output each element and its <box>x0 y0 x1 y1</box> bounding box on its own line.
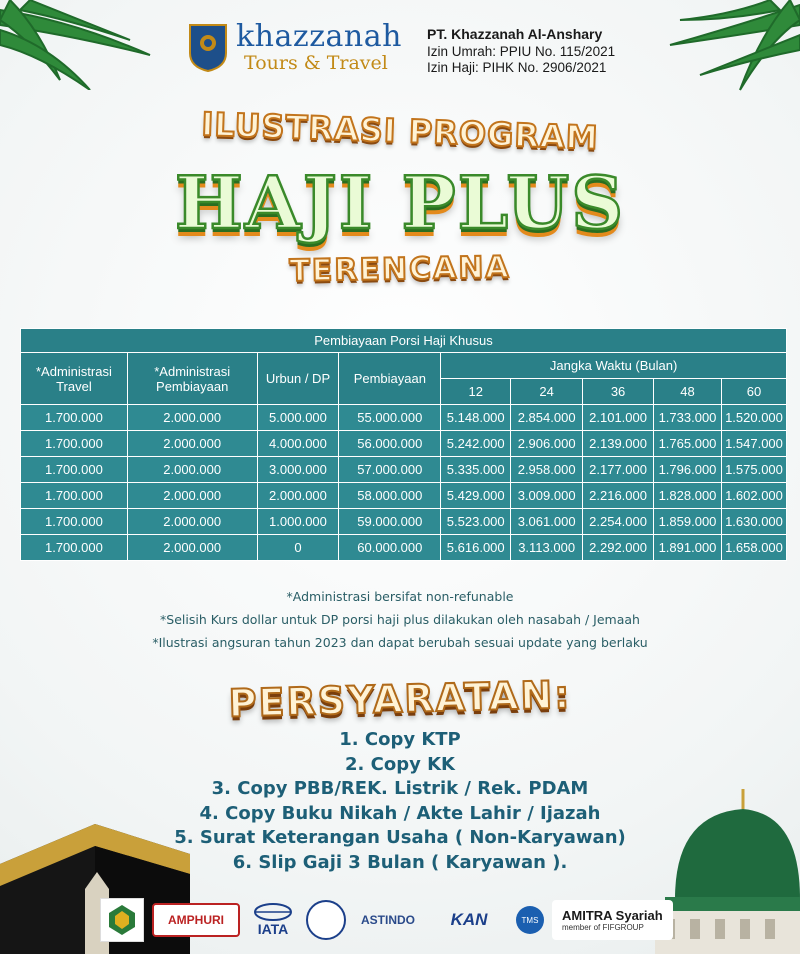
table-cell: 1.700.000 <box>21 405 128 431</box>
tms-logo: TMS <box>516 906 544 934</box>
col-admin-travel: *Administrasi Travel <box>21 353 128 405</box>
note-item: *Selisih Kurs dollar untuk DP porsi haji plus dilakukan oleh nasabah / Jemaah <box>160 612 640 627</box>
table-cell: 2.292.000 <box>583 535 654 561</box>
palm-leaf-right-decoration <box>660 0 800 95</box>
list-item: 2. Copy KK <box>345 753 455 775</box>
table-cell: 1.700.000 <box>21 457 128 483</box>
table-cell: 1.700.000 <box>21 509 128 535</box>
astindo-logo: ASTINDO <box>361 913 415 927</box>
table-cell: 1.602.000 <box>721 483 786 509</box>
table-cell: 2.139.000 <box>583 431 654 457</box>
table-cell: 59.000.000 <box>339 509 441 535</box>
table-cell: 1.765.000 <box>654 431 722 457</box>
palm-leaf-left-decoration <box>0 0 160 90</box>
table-cell: 4.000.000 <box>257 431 339 457</box>
table-cell: 1.658.000 <box>721 535 786 561</box>
partner-logos <box>100 896 673 944</box>
table-cell: 55.000.000 <box>339 405 441 431</box>
table-row <box>21 483 787 509</box>
list-item: 5. Surat Keterangan Usaha ( Non-Karyawan) <box>174 827 626 848</box>
table-cell: 3.000.000 <box>257 457 339 483</box>
brand-logo <box>188 19 402 74</box>
shield-logo-icon <box>188 23 228 73</box>
table-caption: Pembiayaan Porsi Haji Khusus <box>21 329 787 353</box>
col-month: 36 <box>583 379 654 405</box>
title-line-2: HAJI PLUS <box>174 160 626 245</box>
globe-icon <box>253 903 293 921</box>
title-line-3: TERENCANA <box>289 250 511 289</box>
table-cell: 5.616.000 <box>441 535 511 561</box>
list-item: 4. Copy Buku Nikah / Akte Lahir / Ijazah <box>199 802 601 824</box>
table-cell: 2.000.000 <box>127 431 257 457</box>
kemenag-logo-icon <box>100 898 144 942</box>
col-month: 60 <box>721 379 786 405</box>
table-row <box>21 431 787 457</box>
table-cell: 2.000.000 <box>127 405 257 431</box>
requirements-title: PERSYARATAN: <box>228 672 572 726</box>
table-cell: 2.216.000 <box>583 483 654 509</box>
izin-haji: Izin Haji: PIHK No. 2906/2021 <box>427 60 607 76</box>
financing-table <box>20 328 787 561</box>
table-cell: 2.101.000 <box>583 405 654 431</box>
association-seal-icon <box>306 900 346 940</box>
table-cell: 5.429.000 <box>441 483 511 509</box>
amphuri-logo: AMPHURI <box>152 903 240 937</box>
company-name: PT. Khazzanah Al-Anshary <box>427 26 603 42</box>
list-item: 1. Copy KTP <box>339 729 461 750</box>
table-cell: 58.000.000 <box>339 483 441 509</box>
table-cell: 3.061.000 <box>511 509 583 535</box>
title-line-1: ILUSTRASI PROGRAM <box>200 105 600 157</box>
col-urbun-dp: Urbun / DP <box>257 353 339 405</box>
brand-name: khazzanah <box>236 19 402 54</box>
table-cell: 2.254.000 <box>583 509 654 535</box>
iata-label: IATA <box>257 921 289 937</box>
table-cell: 2.000.000 <box>127 457 257 483</box>
table-cell: 2.958.000 <box>511 457 583 483</box>
table-cell: 3.113.000 <box>511 535 583 561</box>
table-cell: 1.575.000 <box>721 457 786 483</box>
table-row <box>21 457 787 483</box>
amitra-logo <box>552 900 673 940</box>
table-cell: 57.000.000 <box>339 457 441 483</box>
table-cell: 5.242.000 <box>441 431 511 457</box>
table-cell: 2.177.000 <box>583 457 654 483</box>
table-cell: 2.000.000 <box>127 509 257 535</box>
col-month: 24 <box>511 379 583 405</box>
izin-umrah: Izin Umrah: PPIU No. 115/2021 <box>427 43 616 59</box>
table-cell: 60.000.000 <box>339 535 441 561</box>
table-cell: 1.733.000 <box>654 405 722 431</box>
amitra-subtitle: member of FIFGROUP <box>562 923 644 932</box>
table-cell: 5.000.000 <box>257 405 339 431</box>
note-item: *Administrasi bersifat non-refunable <box>286 589 514 604</box>
list-item: 3. Copy PBB/REK. Listrik / Rek. PDAM <box>211 778 589 799</box>
table-cell: 1.000.000 <box>257 509 339 535</box>
table-cell: 3.009.000 <box>511 483 583 509</box>
table-cell: 2.000.000 <box>257 483 339 509</box>
table-row <box>21 509 787 535</box>
kan-logo: KAN <box>450 910 488 929</box>
table-cell: 5.523.000 <box>441 509 511 535</box>
col-pembiayaan: Pembiayaan <box>339 353 441 405</box>
table-body <box>21 405 787 561</box>
table-cell: 1.796.000 <box>654 457 722 483</box>
col-jangka-waktu: Jangka Waktu (Bulan) <box>441 353 787 379</box>
col-admin-pembiayaan: *Administrasi Pembiayaan <box>127 353 257 405</box>
table-cell: 1.700.000 <box>21 431 128 457</box>
table-cell: 5.148.000 <box>441 405 511 431</box>
table-cell: 1.859.000 <box>654 509 722 535</box>
table-cell: 1.630.000 <box>721 509 786 535</box>
note-item: *Ilustrasi angsuran tahun 2023 dan dapat berubah sesuai update yang berlaku <box>152 635 648 650</box>
company-info <box>427 26 615 77</box>
iata-logo <box>248 900 298 940</box>
kemenag-emblem-icon <box>107 903 137 937</box>
table-cell: 2.854.000 <box>511 405 583 431</box>
table-cell: 1.547.000 <box>721 431 786 457</box>
table-cell: 2.000.000 <box>127 535 257 561</box>
table-cell: 1.828.000 <box>654 483 722 509</box>
requirements-list <box>0 728 800 875</box>
table-row <box>21 405 787 431</box>
brand-subtitle: Tours & Travel <box>244 52 388 74</box>
table-cell: 1.891.000 <box>654 535 722 561</box>
notes <box>0 585 800 654</box>
table-cell: 2.000.000 <box>127 483 257 509</box>
table-cell: 1.700.000 <box>21 535 128 561</box>
table-cell: 2.906.000 <box>511 431 583 457</box>
col-month: 48 <box>654 379 722 405</box>
table-cell: 1.520.000 <box>721 405 786 431</box>
table-cell: 5.335.000 <box>441 457 511 483</box>
table-cell: 0 <box>257 535 339 561</box>
table-cell: 1.700.000 <box>21 483 128 509</box>
col-month: 12 <box>441 379 511 405</box>
table-cell: 56.000.000 <box>339 431 441 457</box>
amitra-name: AMITRA Syariah <box>562 908 663 923</box>
table-row <box>21 535 787 561</box>
list-item: 6. Slip Gaji 3 Bulan ( Karyawan ). <box>232 851 568 873</box>
